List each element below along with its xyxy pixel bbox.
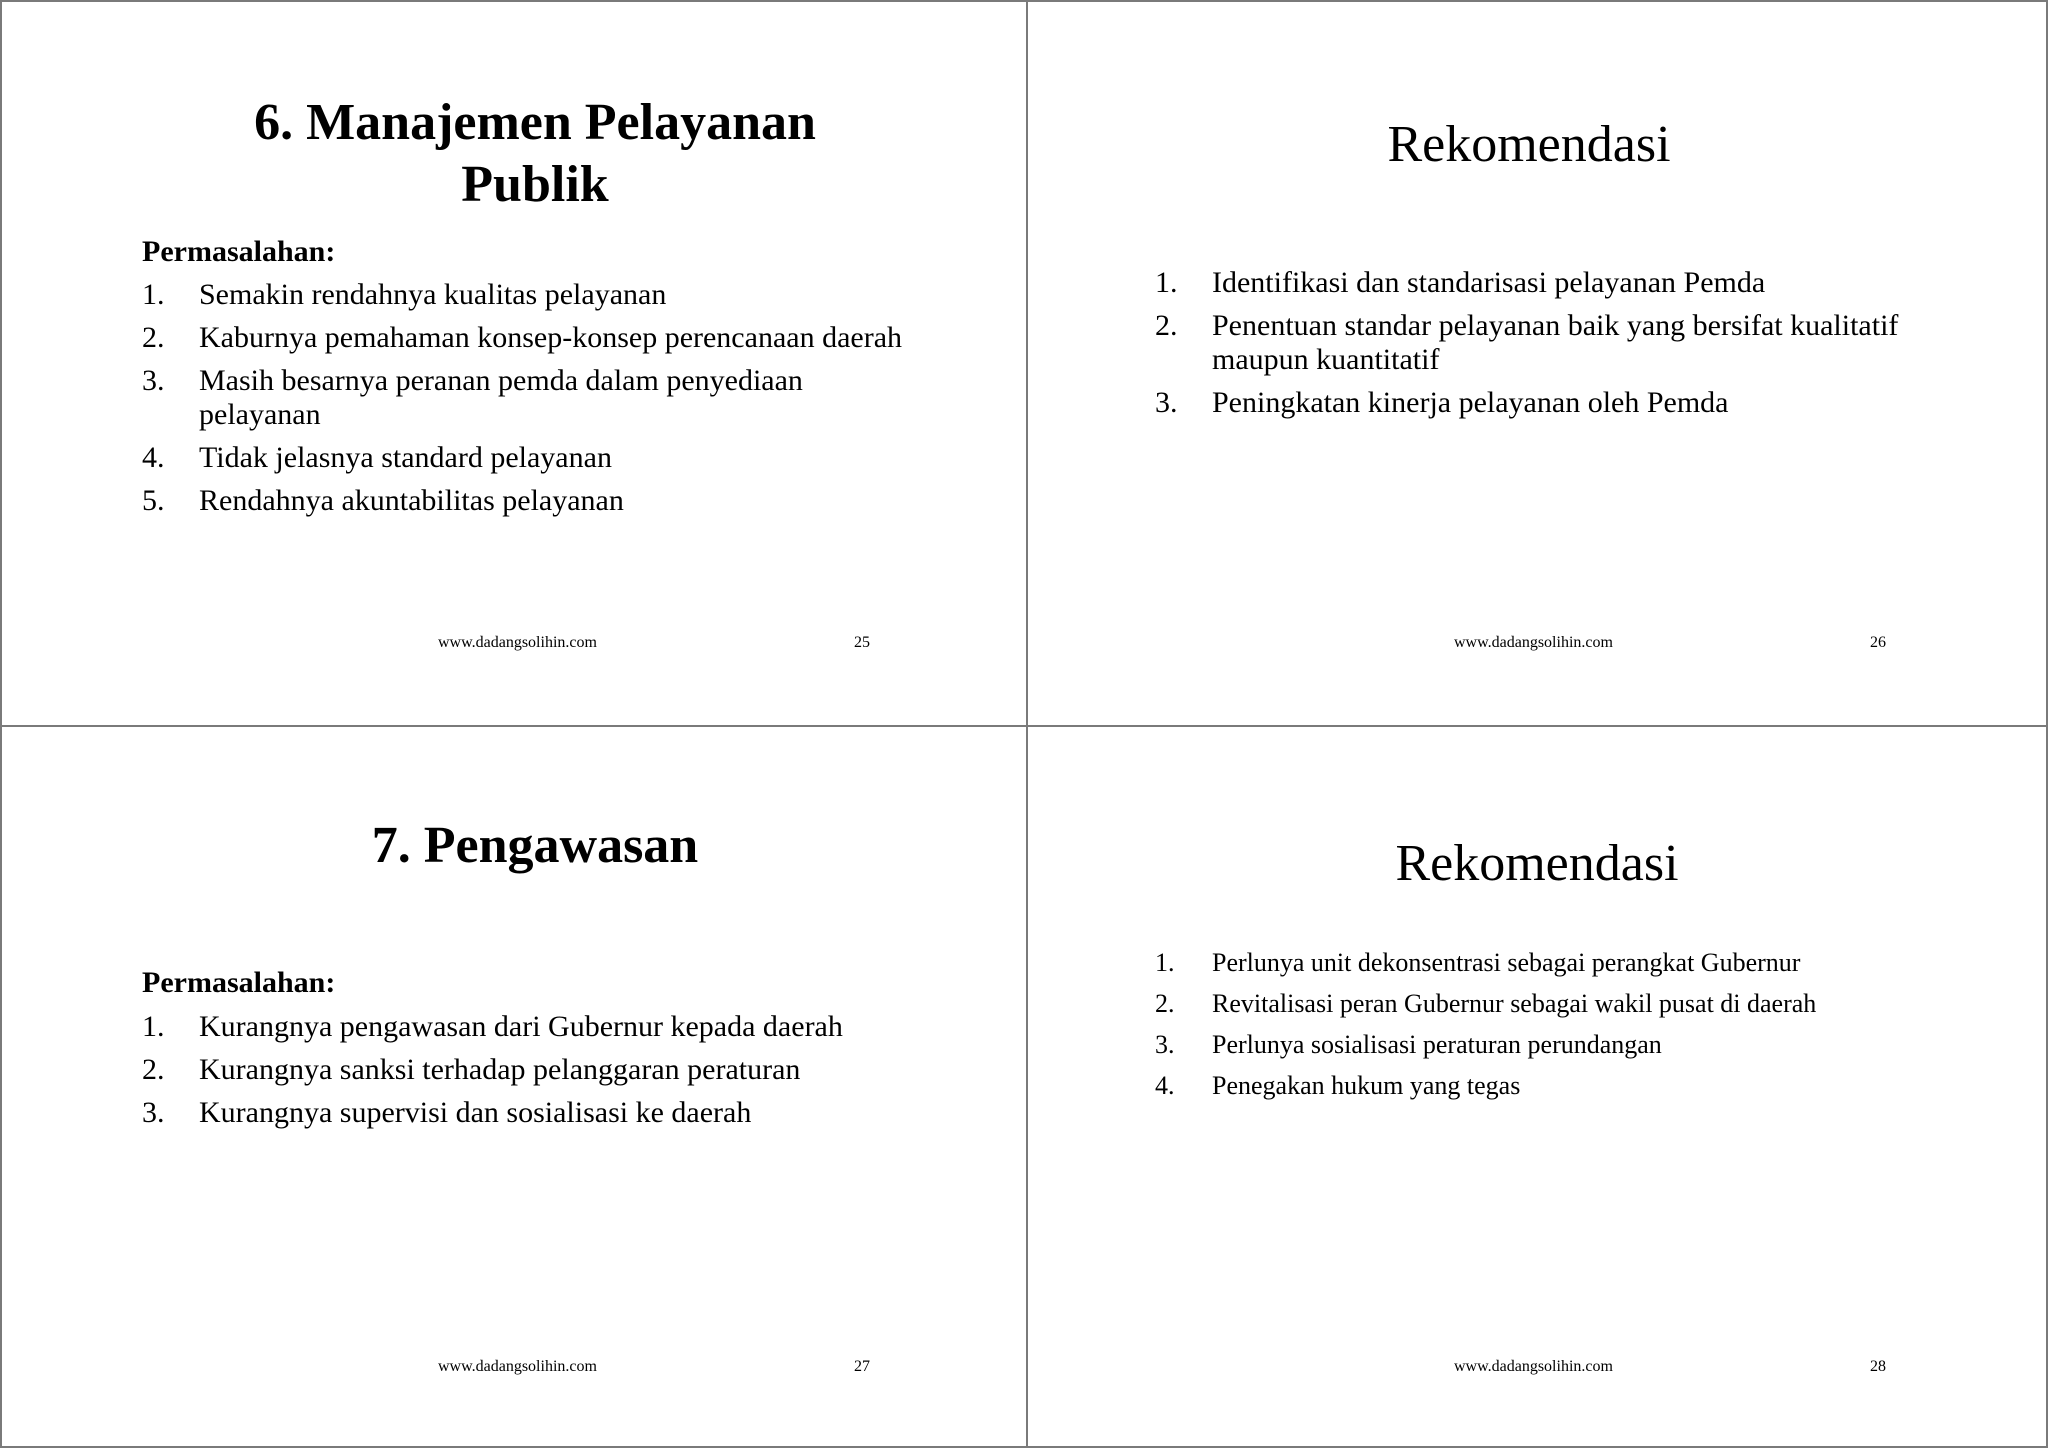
list-item [1155, 266, 1955, 300]
list-item-text: Identifikasi dan standarisasi pelayanan Pemda [1212, 266, 1766, 299]
footer-url: www.dadangsolihin.com [438, 1358, 597, 1375]
slide-28 [1026, 725, 2048, 1448]
list-item-number: 5. [142, 484, 165, 517]
list-item-number: 3. [1155, 386, 1178, 419]
page-number: 27 [854, 1358, 870, 1375]
list-item-number: 1. [142, 278, 165, 311]
list-item [142, 441, 902, 475]
page-number: 25 [854, 634, 870, 651]
list-item [1155, 386, 1955, 420]
list-item [142, 1096, 942, 1130]
footer-url: www.dadangsolihin.com [1454, 1358, 1613, 1375]
list-item-number: 2. [142, 1053, 165, 1086]
list-item-number: 1. [1155, 948, 1175, 977]
list-item-text: Perlunya sosialisasi peraturan perundangan [1212, 1030, 1662, 1059]
list-item-text: Rendahnya akuntabilitas pelayanan [199, 484, 624, 517]
list-item-text: Revitalisasi peran Gubernur sebagai wakil pusat di daerah [1212, 989, 1817, 1018]
slide-25 [0, 0, 1028, 727]
list-item-number: 2. [1155, 309, 1178, 342]
page-number: 26 [1870, 634, 1886, 651]
section-subheading: Permasalahan: [142, 966, 336, 999]
problem-list [142, 278, 902, 527]
slide-27 [0, 725, 1028, 1448]
list-item [142, 364, 902, 432]
list-item-text: Penentuan standar pelayanan baik yang bersifat kualitatif maupun kuantitatif [1212, 309, 1899, 376]
list-item [1155, 1029, 1975, 1061]
section-subheading: Permasalahan: [142, 235, 336, 268]
list-item-text: Kaburnya pemahaman konsep-konsep perencanaan daerah [199, 321, 903, 354]
list-item [1155, 947, 1975, 979]
list-item-number: 1. [142, 1010, 165, 1043]
list-item-number: 3. [1155, 1030, 1175, 1059]
list-item-number: 2. [1155, 989, 1175, 1018]
list-item-number: 4. [1155, 1071, 1175, 1100]
slide-26 [1026, 0, 2048, 727]
list-item-text: Semakin rendahnya kualitas pelayanan [199, 278, 667, 311]
list-item-text: Peningkatan kinerja pelayanan oleh Pemda [1212, 386, 1729, 419]
list-item [142, 278, 902, 312]
list-item-text: Tidak jelasnya standard pelayanan [199, 441, 612, 474]
list-item [142, 1010, 942, 1044]
slide-title: 7. Pengawasan [371, 817, 699, 874]
footer-url: www.dadangsolihin.com [438, 634, 597, 651]
list-item-text: Masih besarnya peranan pemda dalam penyediaan pelayanan [199, 364, 803, 431]
slide-title: Rekomendasi [1387, 116, 1671, 173]
footer-url: www.dadangsolihin.com [1454, 634, 1613, 651]
list-item [1155, 309, 1955, 377]
slide-title-line-2: Publik [461, 156, 609, 213]
list-item [142, 1053, 942, 1087]
recommendation-list [1155, 947, 1975, 1111]
list-item [142, 484, 902, 518]
slide-title: Rekomendasi [1395, 835, 1679, 892]
list-item-number: 2. [142, 321, 165, 354]
page-number: 28 [1870, 1358, 1886, 1375]
slide-title [2, 92, 1028, 216]
recommendation-list [1155, 266, 1955, 429]
list-item-text: Perlunya unit dekonsentrasi sebagai perangkat Gubernur [1212, 948, 1801, 977]
list-item-text: Kurangnya pengawasan dari Gubernur kepada daerah [199, 1010, 843, 1043]
list-item-text: Kurangnya supervisi dan sosialisasi ke daerah [199, 1096, 752, 1129]
list-item-text: Penegakan hukum yang tegas [1212, 1071, 1521, 1100]
problem-list [142, 1010, 942, 1139]
list-item [1155, 988, 1975, 1020]
slide-title-line-1: 6. Manajemen Pelayanan [254, 94, 816, 151]
list-item-number: 4. [142, 441, 165, 474]
list-item [1155, 1070, 1975, 1102]
list-item [142, 321, 902, 355]
list-item-number: 3. [142, 1096, 165, 1129]
list-item-number: 3. [142, 364, 165, 397]
list-item-text: Kurangnya sanksi terhadap pelanggaran peraturan [199, 1053, 801, 1086]
list-item-number: 1. [1155, 266, 1178, 299]
